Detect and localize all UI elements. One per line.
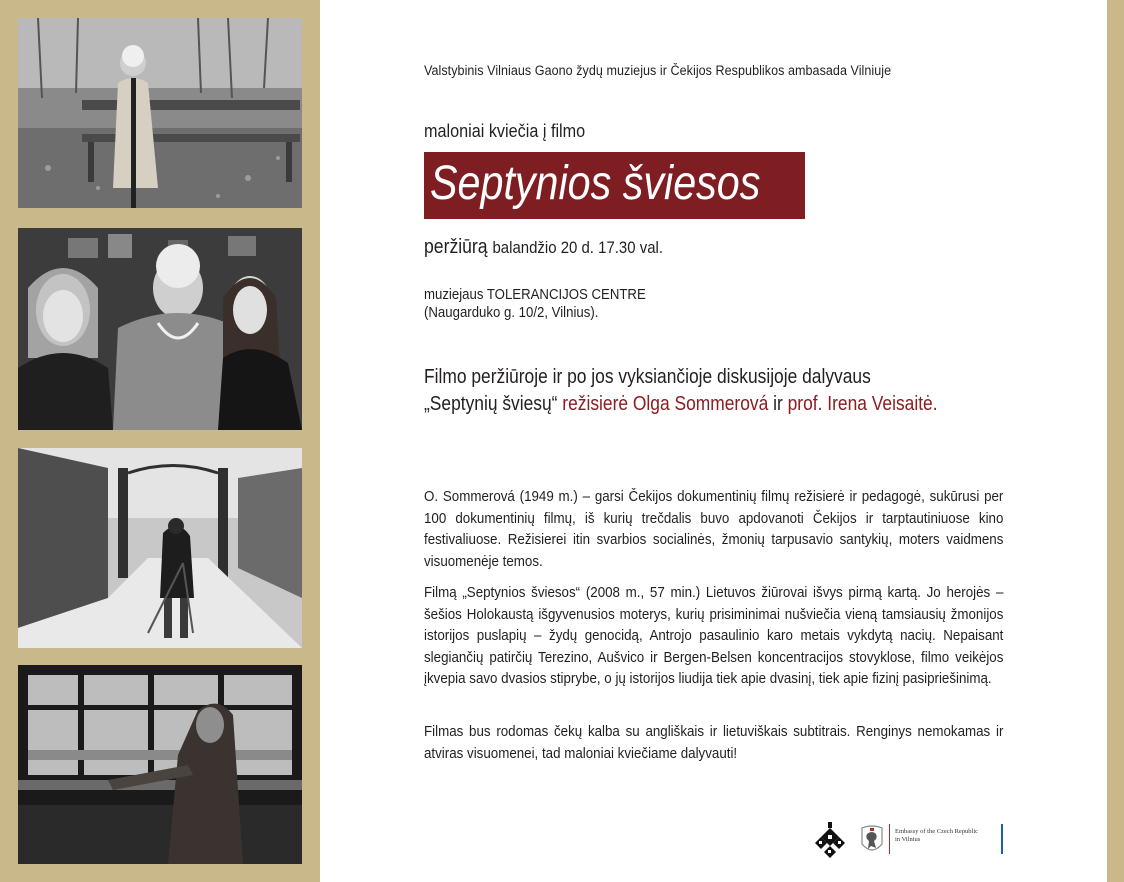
photo-three-women-portrait bbox=[18, 228, 302, 430]
paragraph-text: O. Sommerová (1949 m.) – garsi Čekijos dokumentinių filmų režisierė ir pedagogė, sukūrusi per 100 dokumentinių filmų, iš kurių trečdalis buvo apdovanoti Čekijos ir tarptautiniuose kino festivaliuose. Režisierei itin svarbios socialinės, žmonių tarpusavio santykių, moters vaidmens visuomenėje temos. bbox=[424, 488, 1004, 570]
participants-intro: Filmo peržiūroje ir po jos vyksiančioje diskusijoje dalyvaus bbox=[424, 366, 871, 388]
photo-woman-on-bench bbox=[18, 18, 302, 208]
sponsor-logos bbox=[815, 822, 1015, 858]
and-word: ir bbox=[773, 393, 783, 415]
paragraph-film-about bbox=[424, 582, 1004, 690]
photo-camp-gate-filming bbox=[18, 448, 302, 648]
professor-name: prof. Irena Veisaitė. bbox=[787, 393, 938, 415]
embassy-text bbox=[895, 828, 978, 844]
czech-lion-emblem-icon bbox=[859, 824, 885, 856]
paragraph-text: Filmą „Septynios šviesos“ (2008 m., 57 min.) Lietuvos žiūrovai išvys pirmą kartą. Jo herojės – šešios Holokaustą išgyvenusios moterys, kurių prisiminimai nušviečia vieną tamsiausių žmonijos istorijos puslapių – žydų genocidą, Antrojo pasaulinio karo metais vykdytą nacių. Nepaisant slegiančių patirčių Terezino, Aušvico ir Bergen-Belsen koncentracijos stovyklose, filmo veikėjos įkvepia savo dvasios stiprybe, o jų istorijos liudija tiek apie dvasinį, tiek apie fizinį pasipriešinimą. bbox=[424, 584, 1004, 687]
embassy-text-line2: in Vilnius bbox=[895, 836, 921, 843]
director-name: režisierė Olga Sommerová bbox=[562, 393, 769, 415]
embassy-blue-bar bbox=[1001, 824, 1003, 854]
venue-address: (Naugarduko g. 10/2, Vilnius). bbox=[424, 304, 599, 321]
screening-word: peržiūrą bbox=[424, 236, 488, 258]
paragraph-text: Filmas bus rodomas čekų kalba su angliškais ir lietuviškais subtitrais. Renginys nemokamas ir atviras visuomenei, tad maloniai kviečiame dalyvauti! bbox=[424, 723, 1004, 762]
film-title: Septynios šviesos bbox=[430, 157, 761, 210]
photo-woman-at-window bbox=[18, 665, 302, 864]
right-edge-band bbox=[1107, 0, 1124, 882]
participants-names bbox=[424, 391, 938, 418]
embassy-divider bbox=[889, 824, 890, 854]
paragraph-director-bio bbox=[424, 486, 1004, 572]
embassy-text-line1: Embassy of the Czech Republic bbox=[895, 828, 979, 835]
participants-block bbox=[424, 364, 938, 418]
invite-line: maloniai kviečia į filmo bbox=[424, 121, 586, 141]
paragraph-subtitles-info bbox=[424, 721, 1004, 764]
venue-name: muziejaus TOLERANCIJOS CENTRE bbox=[424, 286, 646, 303]
screening-datetime: balandžio 20 d. 17.30 val. bbox=[492, 238, 664, 257]
film-title-box bbox=[424, 152, 805, 219]
hosts-line: Valstybinis Vilniaus Gaono žydų muziejus ir Čekijos Respublikos ambasada Vilniuje bbox=[424, 63, 892, 78]
film-quote: „Septynių šviesų“ bbox=[424, 393, 558, 415]
screening-line bbox=[424, 236, 663, 259]
venue-block bbox=[424, 286, 646, 322]
jewish-museum-logo bbox=[815, 822, 845, 858]
